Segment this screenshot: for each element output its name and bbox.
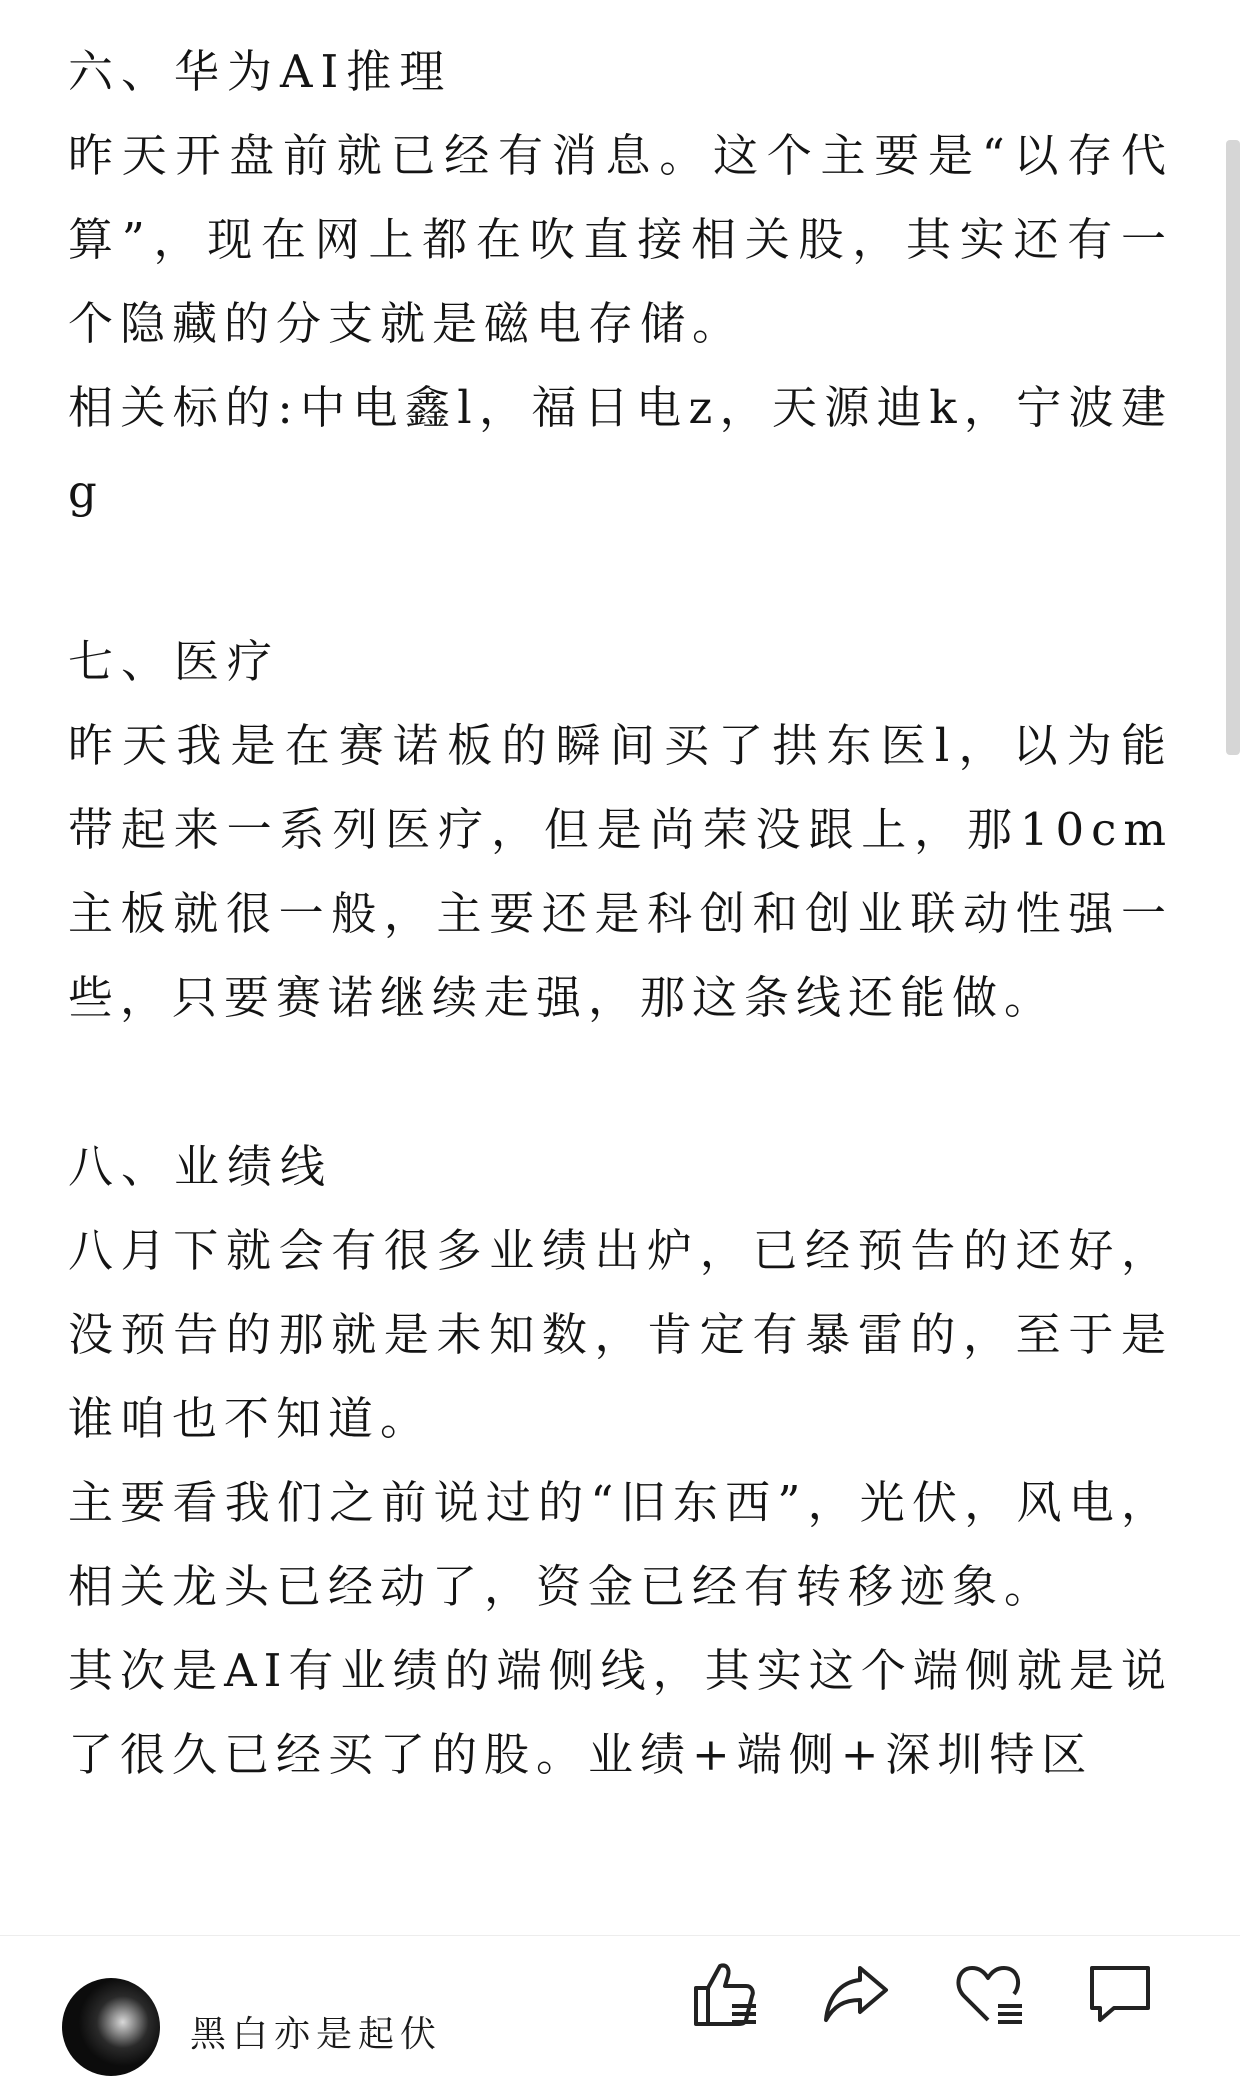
comment-button[interactable]	[1084, 1958, 1156, 2030]
paragraph: 主要看我们之前说过的“旧东西”，光伏，风电，相关龙头已经动了，资金已经有转移迹象。	[68, 1476, 1173, 1613]
bottom-action-bar	[0, 1935, 1240, 2055]
section-heading: 八、业绩线	[68, 1140, 334, 1193]
paragraph: 其次是AI有业绩的端侧线，其实这个端侧就是说了很久已经买了的股。业绩+端侧+深圳特区	[68, 1644, 1173, 1781]
share-arrow-icon	[820, 1958, 892, 2030]
favorite-button[interactable]	[952, 1958, 1024, 2030]
section-medical	[68, 620, 1173, 1040]
avatar[interactable]	[62, 1978, 160, 2076]
paragraph: 相关标的:中电鑫l，福日电z，天源迪k，宁波建g	[68, 381, 1173, 518]
section-earnings	[68, 1125, 1173, 1797]
scrollbar[interactable]	[1226, 140, 1240, 755]
section-heading: 七、医疗	[68, 635, 281, 688]
heart-icon	[952, 1958, 1024, 2030]
like-button[interactable]	[688, 1958, 760, 2030]
paragraph: 八月下就会有很多业绩出炉，已经预告的还好，没预告的那就是未知数，肯定有暴雷的，至于是谁咱也不知道。	[68, 1224, 1173, 1445]
paragraph: 昨天我是在赛诺板的瞬间买了拱东医l，以为能带起来一系列医疗，但是尚荣没跟上，那10cm主板就很一般，主要还是科创和创业联动性强一些，只要赛诺继续走强，那这条线还能做。	[68, 719, 1173, 1024]
paragraph: 昨天开盘前就已经有消息。这个主要是“以存代算”，现在网上都在吹直接相关股，其实还有一个隐藏的分支就是磁电存储。	[68, 129, 1173, 350]
comment-bubble-icon	[1084, 1958, 1156, 2030]
author-name[interactable]: 黑白亦是起伏	[190, 2014, 443, 2055]
section-huawei-ai	[68, 30, 1173, 534]
thumbs-up-icon	[688, 1958, 760, 2030]
share-button[interactable]	[820, 1958, 892, 2030]
section-heading: 六、华为AI推理	[68, 45, 453, 98]
